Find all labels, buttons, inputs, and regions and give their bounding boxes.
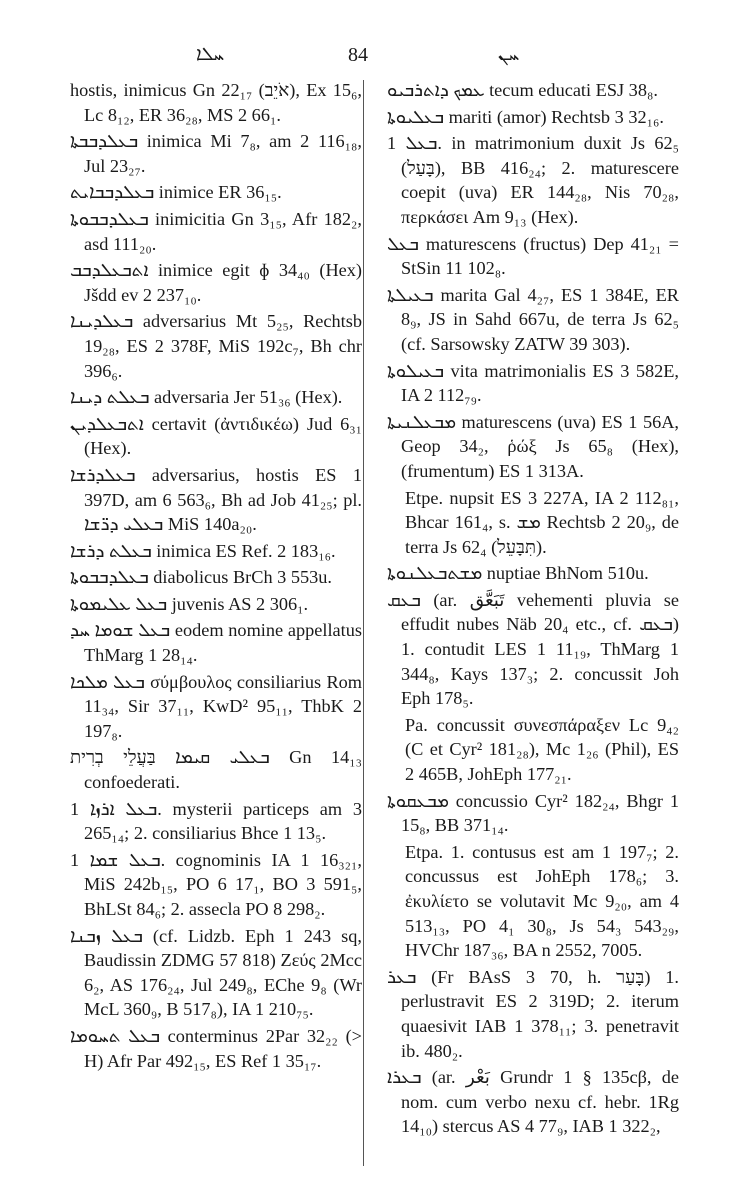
entry: ܒܥܠܝܘܬܐ mariti (amor) Rechtsb 3 32₁₆. bbox=[387, 106, 664, 127]
entry: ܒܥܠ 1. in matrimonium duxit Js 62₅ (בָּעַל), BB 416₂₄; 2. maturescere coepit (uva) ER 144₂₈, Nis 70₂₈, περκάσει Am 9₁₃ (Hex). bbox=[387, 133, 679, 227]
entry: ܒܥܠܬ ܕܪܫܐ inimica ES Ref. 2 183₁₆. bbox=[70, 540, 336, 561]
entry: ܡܒܥܠܢܝܬܐ maturescens (uva) ES 1 56A, Geop 34₂, ῥώξ Js 65₈ (Hex), (frumentum) ES 1 313A. bbox=[387, 411, 679, 481]
entry: Etpe. nupsit ES 3 227A, IA 2 112₈₁, Bhcar 161₄, s. ܡܫ Rechtsb 2 20₉, de terra Js 62₄ (תִּבָּעֵל). bbox=[405, 487, 679, 557]
entry: Pa. concussit συνεσπάραξεν Lc 9₄₂ (C et Cyr² 181₂₈), Mc 1₂₆ (Phil), ES 2 465B, JohEph 177₂₁. bbox=[405, 714, 679, 785]
entry: ܒܥܠ ܙܒܢܐ (cf. Lidzb. Eph 1 243 sq, Baudissin ZDMG 57 818) Ζεύς 2Mcc 6₂, AS 176₂₄, Jul 249₈, EChe 9₈ (Wr McL 360₉, B 517₈), IA 1 210₇₅. bbox=[70, 925, 362, 1020]
column-divider bbox=[363, 80, 364, 1166]
entry: ܒܥܪ (Fr BAsS 3 70, h. בָּעַר) 1. perlustravit ES 2 319D; 2. iterum quaesivit IAB 1 378₁₁; 3. penetravit ib. 480₂. bbox=[387, 966, 679, 1061]
entry: ܒܥܠܕܒܒܘܬܐ diabolicus BrCh 3 553u. bbox=[70, 567, 332, 588]
entry: ܒܥܝܠܘܬܐ vita matrimonialis ES 3 582E, IA 2 112₇₉. bbox=[387, 360, 679, 406]
entry: ܒܥܠܕܪܫܐ adversarius, hostis ES 1 397D, am 6 563₆, Bh ad Job 41₂₅; pl. ܒܥܠܝ ܕܪ̈ܫܐ MiS 140a₂₀. bbox=[70, 464, 362, 535]
right-column bbox=[387, 78, 679, 1141]
entry: ܒܥܠ ܥܠܝܡܘܬܐ juvenis AS 2 306₁. bbox=[70, 593, 309, 614]
entry: ܥܡܟ ܕܐܬܪܒܝܘ tecum educati ESJ 38₈. bbox=[387, 80, 658, 100]
entry: ܒܥܠ ܡܠܟܐ σύμβουλος consiliarius Rom 11₃₄, Sir 37₁₁, KwD² 95₁₁, ThbK 2 197₈. bbox=[70, 671, 362, 741]
entry: ܒܥܠܬ ܕܝܢܐ adversaria Jer 51₃₆ (Hex). bbox=[70, 387, 343, 408]
entry: ܒܥܠ ܫܘܡܐ ܚܕ eodem nomine appellatus ThMarg 1 28₁₄. bbox=[70, 620, 362, 666]
entry: ܒܥܠ ܐܪܙܐ 1. mysterii particeps am 3 265₁₄; 2. consiliarius Bhce 1 13₅. bbox=[70, 798, 362, 844]
entry: ܒܥܠ ܫܡܐ 1. cognominis IA 1 16₃₂₁, MiS 242b₁₅, PO 6 17₁, BO 3 591₅, BhLSt 84₆; 2. assecla PO 8 298₂. bbox=[70, 849, 362, 919]
entry: ܒܥܠܕܒܒܬܐ inimica Mi 7₈, am 2 116₁₈, Jul 23₂₇. bbox=[70, 131, 362, 176]
entry: ܒܥܝܠܬܐ marita Gal 4₂₇, ES 1 384E, ER 8₉, JS in Sahd 667u, de terra Js 62₅ (cf. Sarsowsky ZATW 39 303). bbox=[387, 284, 679, 354]
entry: ܐܬܒܥܠܕܝܢ certavit (ἀντιδικέω) Jud 6₃₁ (Hex). bbox=[70, 413, 362, 459]
entry: ܒܥܩ (ar. تَبَعَّق vehementi pluvia se effudit nubes Näb 20₄ etc., cf. ܒܥܩ) 1. contudit LES 1 11₁₉, ThMarg 1 344₈, Kays 137₃; 2. concussit Joh Eph 178₅. bbox=[387, 589, 679, 709]
page-number: 84 bbox=[348, 44, 368, 66]
entry: ܒܥܠܕܝܢܐ adversarius Mt 5₂₅, Rechtsb 19₂₈, ES 2 378F, MiS 192c₇, Bh chr 396₆. bbox=[70, 311, 362, 381]
entry: ܡܒܥܩܘܬܐ concussio Cyr² 182₂₄, Bhgr 1 15₈, BB 371₁₄. bbox=[387, 790, 679, 836]
entry: ܒܥܠ maturescens (fructus) Dep 41₂₁ = StSin 11 102₈. bbox=[387, 233, 679, 279]
running-head-left: ܚܠܐ bbox=[196, 44, 225, 65]
entry: ܒܥܠܕܒܒܘܬܐ inimicitia Gn 3₁₅, Afr 182₂, asd 111₂₀. bbox=[70, 208, 362, 254]
entry: ܒܥܠܝ ܩܝܡܐ בַּעֲלֵי בְרִית Gn 14₁₃ confoederati. bbox=[70, 747, 362, 793]
entry: ܒܥܪܐ (ar. بَعْر Grundr 1 § 135cβ, de nom. cum verbo nexu cf. hebr. 1Rg 14₁₀) stercus AS 4 77₉, IAB 1 322₂, bbox=[387, 1067, 679, 1137]
entry: hostis, inimicus Gn 22₁₇ (אֹיֵב), Ex 15₆, Lc 8₁₂, ER 36₂₈, MS 2 66₁. bbox=[70, 80, 362, 125]
left-column bbox=[70, 78, 362, 1075]
entry: ܡܫܬܒܥܠܢܘܬܐ nuptiae BhNom 510u. bbox=[387, 563, 649, 584]
entry: ܐܬܒܥܠܕܒܒ inimice egit ɸ 34₄₀ (Hex) Jšdd ev 2 237₁₀. bbox=[70, 260, 362, 305]
entry: ܒܥܠܕܒܒܐܝܬ inimice ER 36₁₅. bbox=[70, 182, 282, 203]
entry: ܒܥܠ ܬܚܘܡܐ conterminus 2Par 32₂₂ (> H) Afr Par 492₁₅, ES Ref 1 35₁₇. bbox=[70, 1025, 362, 1071]
running-head-right: ܚܢ bbox=[498, 44, 520, 65]
entry: Etpa. 1. contusus est am 1 197₇; 2. concussus est JohEph 178₆; 3. ἐκυλίετο se volutavit Mc 9₂₀, am 4 513₁₃, PO 4₁ 30₈, Js 54₃ 543₂₉, HVChr 187₃₆, BA n 2552, 7005. bbox=[405, 841, 679, 961]
